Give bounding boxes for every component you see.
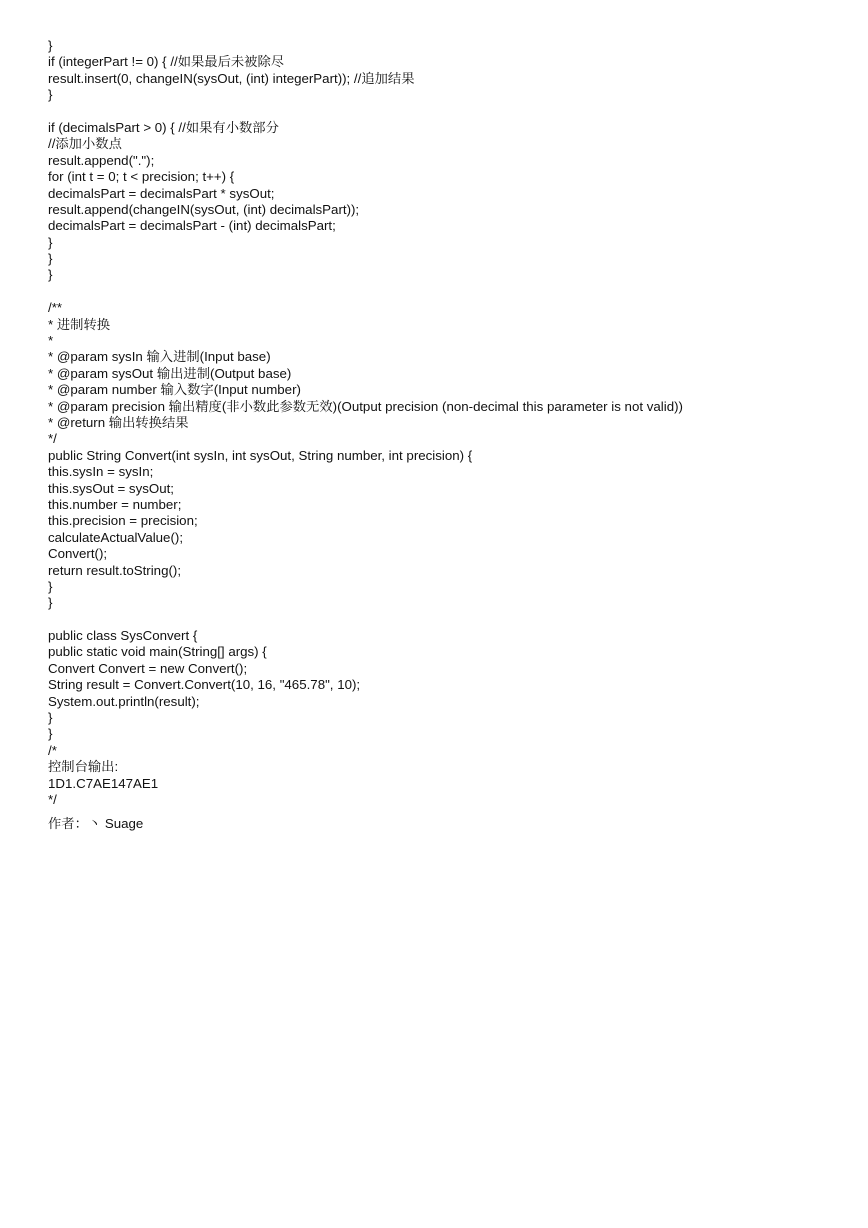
code-line: * [48, 333, 54, 349]
code-line: //添加小数点 [48, 136, 122, 152]
code-line: /* [48, 742, 57, 758]
code-line: if (integerPart != 0) { //如果最后未被除尽 [48, 54, 285, 70]
code-line: * @param sysOut 输出进制(Output base) [48, 365, 292, 381]
code-line: Convert(); [48, 546, 108, 562]
code-line: */ [48, 791, 57, 807]
author-credit: 作者：丶 Suage [48, 816, 144, 832]
code-line: result.append("."); [48, 152, 155, 168]
code-line: public String Convert(int sysIn, int sysOut, String number, int precision) { [48, 447, 473, 463]
code-line: decimalsPart = decimalsPart - (int) decimalsPart; [48, 218, 336, 234]
code-line: System.out.println(result); [48, 693, 200, 709]
blank-line [48, 104, 848, 120]
code-line: if (decimalsPart > 0) { //如果有小数部分 [48, 119, 279, 135]
code-line: } [48, 710, 53, 726]
code-listing [48, 38, 848, 833]
code-line: } [48, 251, 53, 267]
code-line: * @param precision 输出精度(非小数此参数无效)(Output precision (non-decimal this parameter is not valid)) [48, 398, 683, 414]
blank-line [48, 612, 848, 628]
code-line: 控制台输出: [48, 759, 119, 775]
code-line: public class SysConvert { [48, 628, 198, 644]
code-line: } [48, 267, 53, 283]
code-line: } [48, 726, 53, 742]
code-line: } [48, 234, 53, 250]
code-line: * @param sysIn 输入进制(Input base) [48, 349, 271, 365]
code-line: return result.toString(); [48, 562, 182, 578]
code-line: calculateActualValue(); [48, 529, 184, 545]
code-line: * 进制转换 [48, 316, 111, 332]
code-line: } [48, 595, 53, 611]
code-line: this.precision = precision; [48, 513, 198, 529]
code-line: 1D1.C7AE147AE1 [48, 775, 159, 791]
code-line: * @return 输出转换结果 [48, 414, 189, 430]
blank-line [48, 284, 848, 300]
code-line: result.insert(0, changeIN(sysOut, (int) integerPart)); //追加结果 [48, 70, 415, 86]
code-line: result.append(changeIN(sysOut, (int) decimalsPart)); [48, 201, 360, 217]
code-line: for (int t = 0; t < precision; t++) { [48, 169, 235, 185]
code-line: */ [48, 431, 57, 447]
code-line: Convert Convert = new Convert(); [48, 660, 248, 676]
code-line: public static void main(String[] args) { [48, 644, 267, 660]
code-line: this.sysOut = sysOut; [48, 480, 174, 496]
code-line: this.sysIn = sysIn; [48, 464, 154, 480]
code-line: } [48, 38, 53, 53]
code-line: decimalsPart = decimalsPart * sysOut; [48, 185, 275, 201]
code-line: } [48, 87, 53, 103]
code-line: String result = Convert.Convert(10, 16, "465.78", 10); [48, 677, 361, 693]
code-line: /** [48, 300, 63, 316]
code-line: * @param number 输入数字(Input number) [48, 382, 301, 398]
code-line: this.number = number; [48, 496, 182, 512]
code-line: } [48, 578, 53, 594]
